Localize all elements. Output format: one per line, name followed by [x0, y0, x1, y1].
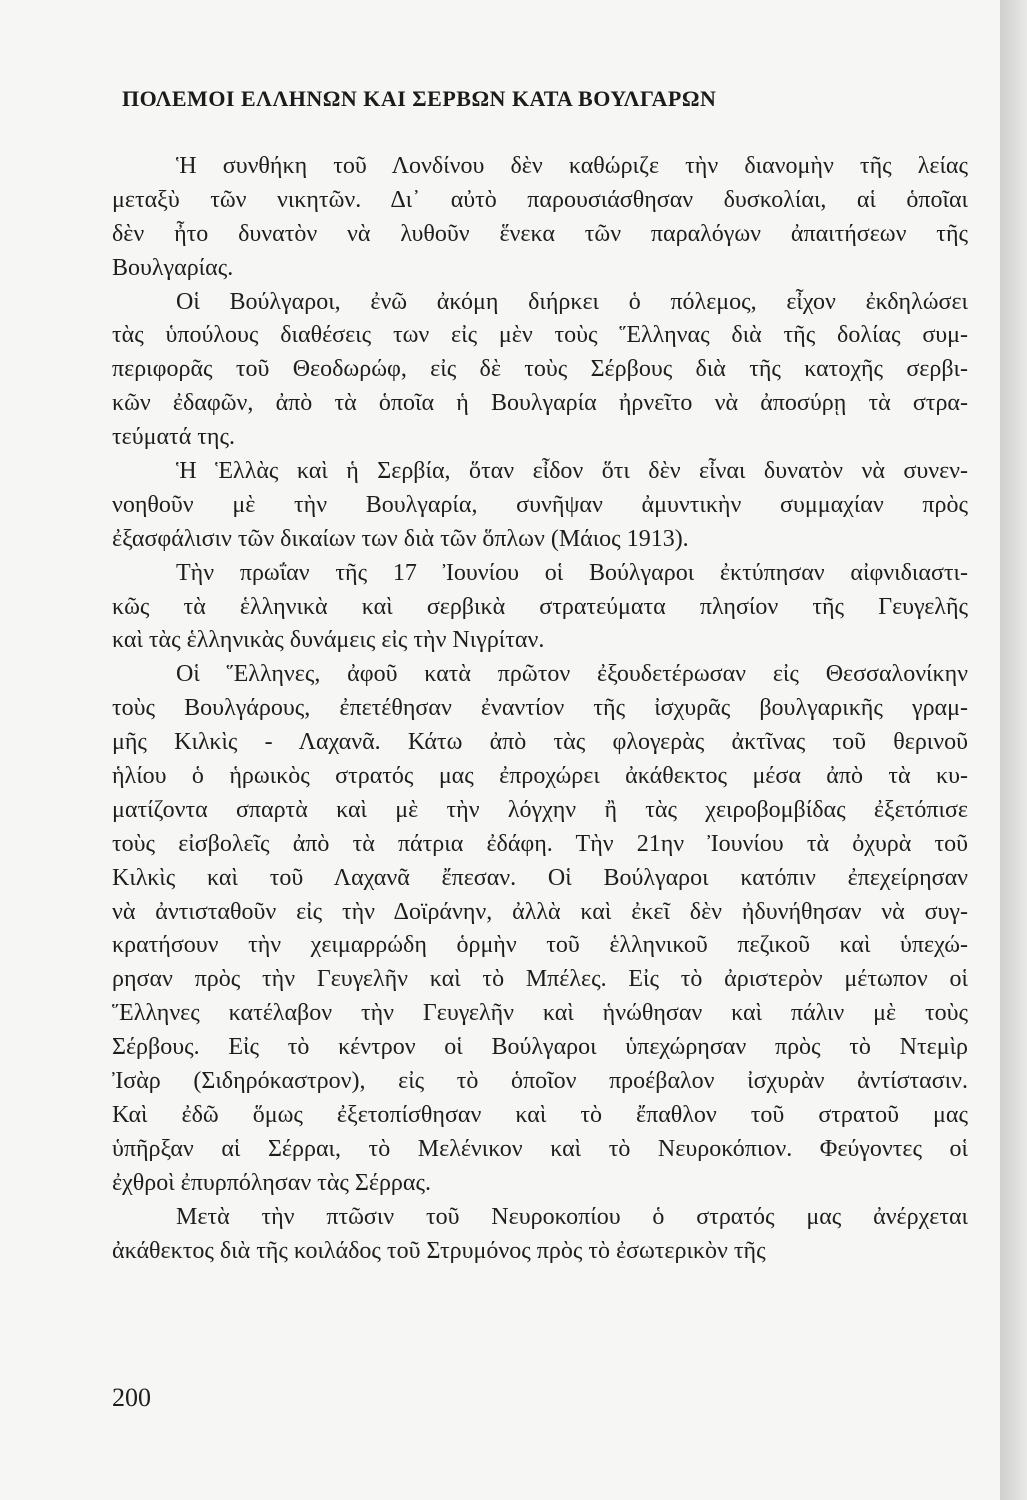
next-page-edge — [1000, 0, 1027, 1500]
text-line: ὑπῆρξαν αἱ Σέρραι, τὸ Μελένικον καὶ τὸ Νευροκόπιον. Φεύγοντες οἱ — [112, 1135, 968, 1162]
text-line: Ἡ Ἑλλὰς καὶ ἡ Σερβία, ὅταν εἶδον ὅτι δὲν εἶναι δυνατὸν νὰ συνεν- — [176, 458, 968, 485]
text-line: ἐχθροὶ ἐπυρπόλησαν τὰς Σέρρας. — [112, 1169, 431, 1196]
text-line: τοὺς εἰσβολεῖς ἀπὸ τὰ πάτρια ἐδάφη. Τὴν 21ην Ἰουνίου τὰ ὀχυρὰ τοῦ — [112, 830, 968, 857]
text-line: κρατήσουν τὴν χειμαρρώδη ὁρμὴν τοῦ ἑλληνικοῦ πεζικοῦ καὶ ὑπεχώ- — [112, 932, 968, 959]
text-line: Σέρβους. Εἰς τὸ κέντρον οἱ Βούλγαροι ὑπεχώρησαν πρὸς τὸ Ντεμὶρ — [112, 1034, 968, 1061]
text-line: τεύματά της. — [112, 424, 235, 451]
text-line: κῶς τὰ ἑλληνικὰ καὶ σερβικὰ στρατεύματα πλησίον τῆς Γευγελῆς — [112, 593, 968, 620]
paragraph — [112, 1201, 968, 1269]
text-line: Ἰσὰρ (Σιδηρόκαστρον), εἰς τὸ ὁποῖον προέβαλον ἰσχυρὰν ἀντίστασιν. — [112, 1068, 968, 1095]
text-line: ρησαν πρὸς τὴν Γευγελῆν καὶ τὸ Μπέλες. Εἰς τὸ ἀριστερὸν μέτωπον οἱ — [112, 966, 968, 993]
text-line: νοηθοῦν μὲ τὴν Βουλγαρία, συνῆψαν ἀμυντικὴν συμμαχίαν πρὸς — [112, 491, 968, 518]
text-line: Οἱ Ἕλληνες, ἀφοῦ κατὰ πρῶτον ἐξουδετέρωσαν εἰς Θεσσαλονίκην — [176, 661, 968, 688]
text-line: μῆς Κιλκὶς - Λαχανᾶ. Κάτω ἀπὸ τὰς φλογερὰς ἀκτῖνας τοῦ θερινοῦ — [112, 729, 968, 756]
text-line: δὲν ἦτο δυνατὸν νὰ λυθοῦν ἕνεκα τῶν παραλόγων ἀπαιτήσεων τῆς — [112, 220, 968, 247]
text-line: μεταξὺ τῶν νικητῶν. Δι᾽ αὐτὸ παρουσιάσθησαν δυσκολίαι, αἱ ὁποῖαι — [112, 186, 968, 213]
text-line: Τὴν πρωΐαν τῆς 17 Ἰουνίου οἱ Βούλγαροι ἐκτύπησαν αἰφνιδιαστι- — [176, 559, 968, 586]
text-line: Κιλκὶς καὶ τοῦ Λαχανᾶ ἔπεσαν. Οἱ Βούλγαροι κατόπιν ἐπεχείρησαν — [112, 864, 968, 891]
text-line: περιφορᾶς τοῦ Θεοδωρώφ, εἰς δὲ τοὺς Σέρβους διὰ τῆς κατοχῆς σερβι- — [112, 356, 968, 383]
body-text — [112, 150, 968, 1268]
text-line: Μετὰ τὴν πτῶσιν τοῦ Νευροκοπίου ὁ στρατός μας ἀνέρχεται — [176, 1203, 968, 1230]
text-line: νὰ ἀντισταθοῦν εἰς τὴν Δοϊράνην, ἀλλὰ καὶ ἐκεῖ δὲν ἠδυνήθησαν νὰ συγ- — [112, 898, 968, 925]
text-line: Ἕλληνες κατέλαβον τὴν Γευγελῆν καὶ ἡνώθησαν καὶ πάλιν μὲ τοὺς — [112, 1000, 968, 1027]
text-line: ἡλίου ὁ ἡρωικὸς στρατός μας ἐπροχώρει ἀκάθεκτος μέσα ἀπὸ τὰ κυ- — [112, 763, 968, 790]
text-line: Βουλγαρίας. — [112, 254, 234, 281]
paragraph — [112, 557, 968, 659]
text-line: Καὶ ἐδῶ ὅμως ἐξετοπίσθησαν καὶ τὸ ἔπαθλον τοῦ στρατοῦ μας — [112, 1101, 968, 1128]
paragraph — [112, 286, 968, 455]
text-line: τὰς ὑπούλους διαθέσεις των εἰς μὲν τοὺς Ἕλληνας διὰ τῆς δολίας συμ- — [112, 322, 968, 349]
text-line: Ἡ συνθήκη τοῦ Λονδίνου δὲν καθώριζε τὴν διανομὴν τῆς λείας — [176, 153, 968, 179]
text-line: καὶ τὰς ἑλληνικὰς δυνάμεις εἰς τὴν Νιγρίταν. — [112, 627, 545, 654]
paragraph — [112, 455, 968, 557]
chapter-title: ΠΟΛΕΜΟΙ ΕΛΛΗΝΩΝ ΚΑΙ ΣΕΡΒΩΝ ΚΑΤΑ ΒΟΥΛΓΑΡΩΝ — [122, 86, 717, 111]
page-number: 200 — [112, 1383, 151, 1412]
text-line: κῶν ἐδαφῶν, ἀπὸ τὰ ὁποῖα ἡ Βουλγαρία ἠρνεῖτο νὰ ἀποσύρῃ τὰ στρα- — [112, 390, 968, 417]
text-line: τοὺς Βουλγάρους, ἐπετέθησαν ἐναντίον τῆς ἰσχυρᾶς βουλγαρικῆς γραμ- — [112, 695, 968, 722]
text-line: ἀκάθεκτος διὰ τῆς κοιλάδος τοῦ Στρυμόνος πρὸς τὸ ἐσωτερικὸν τῆς — [112, 1237, 766, 1264]
paragraph — [112, 658, 968, 1200]
paragraph — [112, 150, 968, 286]
text-line: Οἱ Βούλγαροι, ἐνῶ ἀκόμη διήρκει ὁ πόλεμος, εἶχον ἐκδηλώσει — [176, 288, 968, 315]
text-line: ματίζοντα σπαρτὰ καὶ μὲ τὴν λόγχην ἢ τὰς χειροβομβίδας ἐξετόπισε — [112, 796, 968, 823]
text-line: ἐξασφάλισιν τῶν δικαίων των διὰ τῶν ὅπλων (Μάιος 1913). — [112, 525, 689, 552]
